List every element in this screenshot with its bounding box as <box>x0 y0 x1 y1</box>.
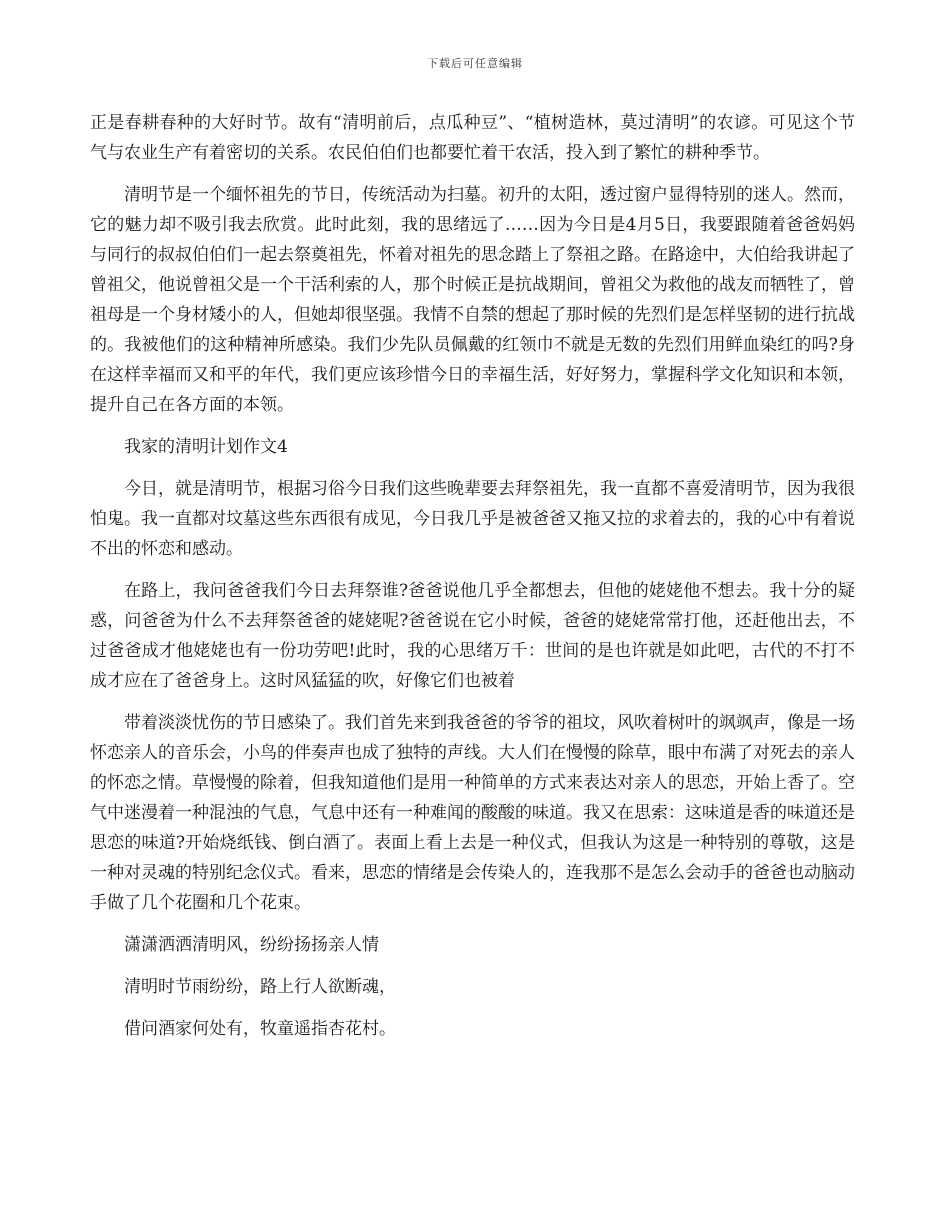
paragraph: 在路上，我问爸爸我们今日去拜祭谁?爸爸说他几乎全都想去，但他的姥姥他不想去。我十分的疑惑，问爸爸为什么不去拜祭爸爸的姥姥呢?爸爸说在它小时候，爸爸的姥姥常常打他，还赶他出去，不过爸爸成才他姥姥也有一份功劳吧!此时，我的心思绪万千：世间的是也许就是如此吧，古代的不打不成才应在了爸爸身上。这时风猛猛的吹，好像它们也被着 <box>90 581 855 691</box>
document-body <box>90 108 855 1056</box>
essay-title: 我家的清明计划作文4 <box>124 437 288 457</box>
poem-line: 潇潇洒洒清明风，纷纷扬扬亲人情 <box>124 935 379 955</box>
paragraph: 带着淡淡忧伤的节日感染了。我们首先来到我爸爸的爷爷的祖坟，风吹着树叶的飒飒声，像是一场怀恋亲人的音乐会，小鸟的伴奏声也成了独特的声线。大人们在慢慢的除草，眼中布满了对死去的亲人的怀恋之情。草慢慢的除着，但我知道他们是用一种简单的方式来表达对亲人的思恋，开始上香了。空气中迷漫着一种混浊的气息，气息中还有一种难闻的酸酸的味道。我又在思索：这味道是香的味道还是思恋的味道?开始烧纸钱、倒白酒了。表面上看上去是一种仪式，但我认为这是一种特别的尊敬，这是一种对灵魂的特别纪念仪式。看来，思恋的情绪是会传染人的，连我那不是怎么会动手的爸爸也动脑动手做了几个花圈和几个花束。 <box>90 713 855 913</box>
paragraph: 今日，就是清明节，根据习俗今日我们这些晚辈要去拜祭祖先，我一直都不喜爱清明节，因为我很怕鬼。我一直都对坟墓这些东西很有成见，今日我几乎是被爸爸又拖又拉的求着去的，我的心中有着说不出的怀恋和感动。 <box>90 479 855 559</box>
poem-line: 清明时节雨纷纷，路上行人欲断魂， <box>124 977 396 997</box>
paragraph: 正是春耕春种的大好时节。故有“清明前后，点瓜种豆”、“植树造林，莫过清明”的农谚。可见这个节气与农业生产有着密切的关系。农民伯伯们也都要忙着干农活，投入到了繁忙的耕种季节。 <box>90 113 855 163</box>
poem-line: 借问酒家何处有，牧童遥指杏花村。 <box>124 1019 396 1039</box>
page-header: 下载后可任意编辑 <box>427 57 523 70</box>
paragraph: 清明节是一个缅怀祖先的节日，传统活动为扫墓。初升的太阳，透过窗户显得特别的迷人。然而，它的魅力却不吸引我去欣赏。此时此刻，我的思绪远了……因为今日是4月5日，我要跟随着爸爸妈妈与同行的叔叔伯伯们一起去祭奠祖先，怀着对祖先的思念踏上了祭祖之路。在路途中，大伯给我讲起了曾祖父，他说曾祖父是一个干活利索的人，那个时候正是抗战期间，曾祖父为救他的战友而牺牲了，曾祖母是一个身材矮小的人，但她却很坚强。我情不自禁的想起了那时候的先烈们是怎样坚韧的进行抗战的。我被他们的这种精神所感染。我们少先队员佩戴的红领巾不就是无数的先烈们用鲜血染红的吗?身在这样幸福而又和平的年代，我们更应该珍惜今日的幸福生活，好好努力，掌握科学文化知识和本领，提升自己在各方面的本领。 <box>90 185 855 415</box>
